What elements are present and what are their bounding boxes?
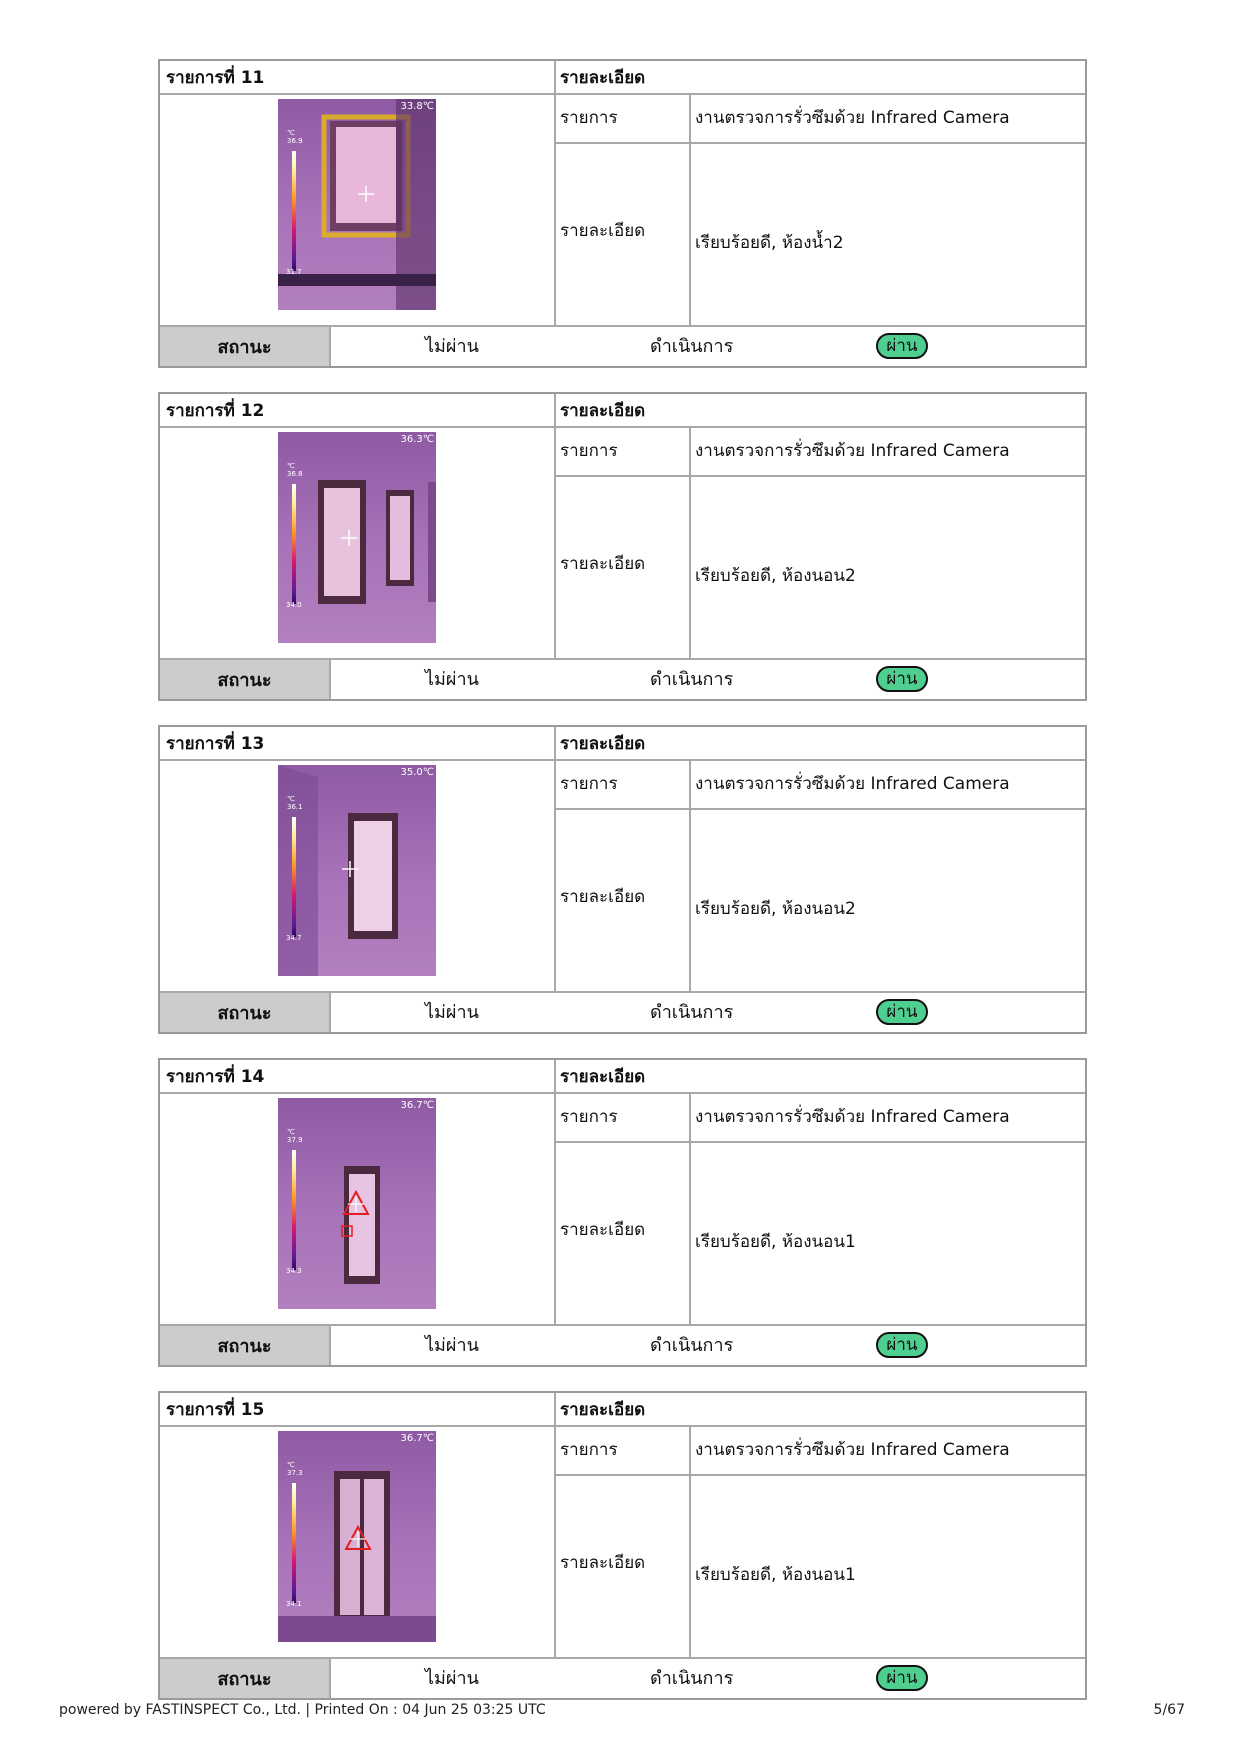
status-label: สถานะ bbox=[160, 1659, 331, 1698]
temperature-scale-bar bbox=[292, 151, 296, 271]
row-label: รายการ bbox=[560, 1107, 618, 1127]
detail-label: รายละเอียด bbox=[560, 887, 646, 907]
temperature-scale-bar bbox=[292, 817, 296, 937]
thermal-scale-top: ℃ 37.9 bbox=[287, 1128, 303, 1144]
row-value: งานตรวจการรั่วซึมด้วย Infrared Camera bbox=[695, 1440, 1010, 1460]
detail-label: รายละเอียด bbox=[560, 554, 646, 574]
thermal-max-temp: 36.7℃ bbox=[400, 1100, 434, 1111]
status-option-in-progress[interactable]: ดำเนินการ bbox=[650, 1668, 734, 1689]
status-option-fail[interactable]: ไม่ผ่าน bbox=[425, 1335, 479, 1356]
thermal-max-temp: 33.8℃ bbox=[400, 101, 434, 112]
detail-value: เรียบร้อยดี, ห้องน้ำ2 bbox=[695, 233, 844, 253]
inspection-item-block bbox=[158, 1391, 1087, 1700]
row-value: งานตรวจการรั่วซึมด้วย Infrared Camera bbox=[695, 774, 1010, 794]
row-divider bbox=[554, 142, 1085, 144]
status-option-fail[interactable]: ไม่ผ่าน bbox=[425, 669, 479, 690]
detail-value: เรียบร้อยดี, ห้องนอน2 bbox=[695, 899, 856, 919]
detail-value: เรียบร้อยดี, ห้องนอน2 bbox=[695, 566, 856, 586]
row-label: รายการ bbox=[560, 1440, 618, 1460]
footer-printed-info: powered by FASTINSPECT Co., Ltd. | Printed On : 04 Jun 25 03:25 UTC bbox=[59, 1702, 546, 1718]
row-divider bbox=[160, 1092, 1085, 1094]
row-label: รายการ bbox=[560, 108, 618, 128]
detail-value: เรียบร้อยดี, ห้องนอน1 bbox=[695, 1565, 856, 1585]
status-option-fail[interactable]: ไม่ผ่าน bbox=[425, 1002, 479, 1023]
status-option-fail[interactable]: ไม่ผ่าน bbox=[425, 1668, 479, 1689]
detail-value: เรียบร้อยดี, ห้องนอน1 bbox=[695, 1232, 856, 1252]
detail-header: รายละเอียด bbox=[560, 68, 646, 88]
thermal-max-temp: 35.0℃ bbox=[400, 767, 434, 778]
thermal-scale-bottom: 34.0 bbox=[286, 601, 302, 609]
column-divider bbox=[554, 727, 556, 993]
thermal-scale-top: ℃ 36.9 bbox=[287, 129, 303, 145]
detail-label: รายละเอียด bbox=[560, 1220, 646, 1240]
inspection-item-block bbox=[158, 392, 1087, 701]
thermal-scale-top: ℃ 36.1 bbox=[287, 795, 303, 811]
detail-header: รายละเอียด bbox=[560, 1400, 646, 1420]
status-option-fail[interactable]: ไม่ผ่าน bbox=[425, 336, 479, 357]
thermal-scale-bottom: 34.1 bbox=[286, 1600, 302, 1608]
row-label: รายการ bbox=[560, 441, 618, 461]
thermal-image bbox=[278, 765, 436, 976]
temperature-scale-bar bbox=[292, 484, 296, 604]
row-divider bbox=[160, 1425, 1085, 1427]
thermal-scale-top: ℃ 36.8 bbox=[287, 462, 303, 478]
temperature-scale-bar bbox=[292, 1483, 296, 1603]
thermal-scale-top: ℃ 37.3 bbox=[287, 1461, 303, 1477]
thermal-max-temp: 36.3℃ bbox=[400, 434, 434, 445]
inspection-item-block bbox=[158, 59, 1087, 368]
column-divider bbox=[689, 759, 691, 993]
thermal-image bbox=[278, 99, 436, 310]
row-value: งานตรวจการรั่วซึมด้วย Infrared Camera bbox=[695, 1107, 1010, 1127]
column-divider bbox=[554, 1060, 556, 1326]
thermal-image bbox=[278, 432, 436, 643]
status-option-pass[interactable]: ผ่าน bbox=[876, 999, 928, 1025]
detail-label: รายละเอียด bbox=[560, 221, 646, 241]
status-option-in-progress[interactable]: ดำเนินการ bbox=[650, 336, 734, 357]
status-label: สถานะ bbox=[160, 993, 331, 1032]
inspection-item-block bbox=[158, 1058, 1087, 1367]
row-divider bbox=[160, 426, 1085, 428]
detail-label: รายละเอียด bbox=[560, 1553, 646, 1573]
column-divider bbox=[554, 394, 556, 660]
item-title: รายการที่ 12 bbox=[166, 401, 265, 421]
row-divider bbox=[554, 808, 1085, 810]
status-label: สถานะ bbox=[160, 327, 331, 366]
row-divider bbox=[554, 475, 1085, 477]
temperature-scale-bar bbox=[292, 1150, 296, 1270]
detail-header: รายละเอียด bbox=[560, 401, 646, 421]
column-divider bbox=[689, 1092, 691, 1326]
row-divider bbox=[160, 759, 1085, 761]
row-divider bbox=[554, 1474, 1085, 1476]
row-value: งานตรวจการรั่วซึมด้วย Infrared Camera bbox=[695, 108, 1010, 128]
thermal-scale-bottom: 34.3 bbox=[286, 1267, 302, 1275]
status-option-in-progress[interactable]: ดำเนินการ bbox=[650, 1002, 734, 1023]
row-divider bbox=[160, 93, 1085, 95]
row-divider bbox=[554, 1141, 1085, 1143]
status-option-pass[interactable]: ผ่าน bbox=[876, 1332, 928, 1358]
status-option-in-progress[interactable]: ดำเนินการ bbox=[650, 1335, 734, 1356]
item-title: รายการที่ 13 bbox=[166, 734, 265, 754]
column-divider bbox=[554, 61, 556, 327]
row-value: งานตรวจการรั่วซึมด้วย Infrared Camera bbox=[695, 441, 1010, 461]
status-label: สถานะ bbox=[160, 1326, 331, 1365]
column-divider bbox=[554, 1393, 556, 1659]
thermal-scale-bottom: 34.7 bbox=[286, 934, 302, 942]
status-option-in-progress[interactable]: ดำเนินการ bbox=[650, 669, 734, 690]
column-divider bbox=[689, 1425, 691, 1659]
status-option-pass[interactable]: ผ่าน bbox=[876, 333, 928, 359]
inspection-item-block bbox=[158, 725, 1087, 1034]
column-divider bbox=[689, 93, 691, 327]
column-divider bbox=[689, 426, 691, 660]
thermal-scale-bottom: 31.7 bbox=[286, 268, 302, 276]
item-title: รายการที่ 11 bbox=[166, 68, 265, 88]
status-label: สถานะ bbox=[160, 660, 331, 699]
status-option-pass[interactable]: ผ่าน bbox=[876, 1665, 928, 1691]
thermal-max-temp: 36.7℃ bbox=[400, 1433, 434, 1444]
thermal-image bbox=[278, 1098, 436, 1309]
item-title: รายการที่ 15 bbox=[166, 1400, 265, 1420]
item-title: รายการที่ 14 bbox=[166, 1067, 265, 1087]
thermal-image bbox=[278, 1431, 436, 1642]
status-option-pass[interactable]: ผ่าน bbox=[876, 666, 928, 692]
detail-header: รายละเอียด bbox=[560, 1067, 646, 1087]
detail-header: รายละเอียด bbox=[560, 734, 646, 754]
row-label: รายการ bbox=[560, 774, 618, 794]
footer-page-number: 5/67 bbox=[1153, 1702, 1185, 1718]
